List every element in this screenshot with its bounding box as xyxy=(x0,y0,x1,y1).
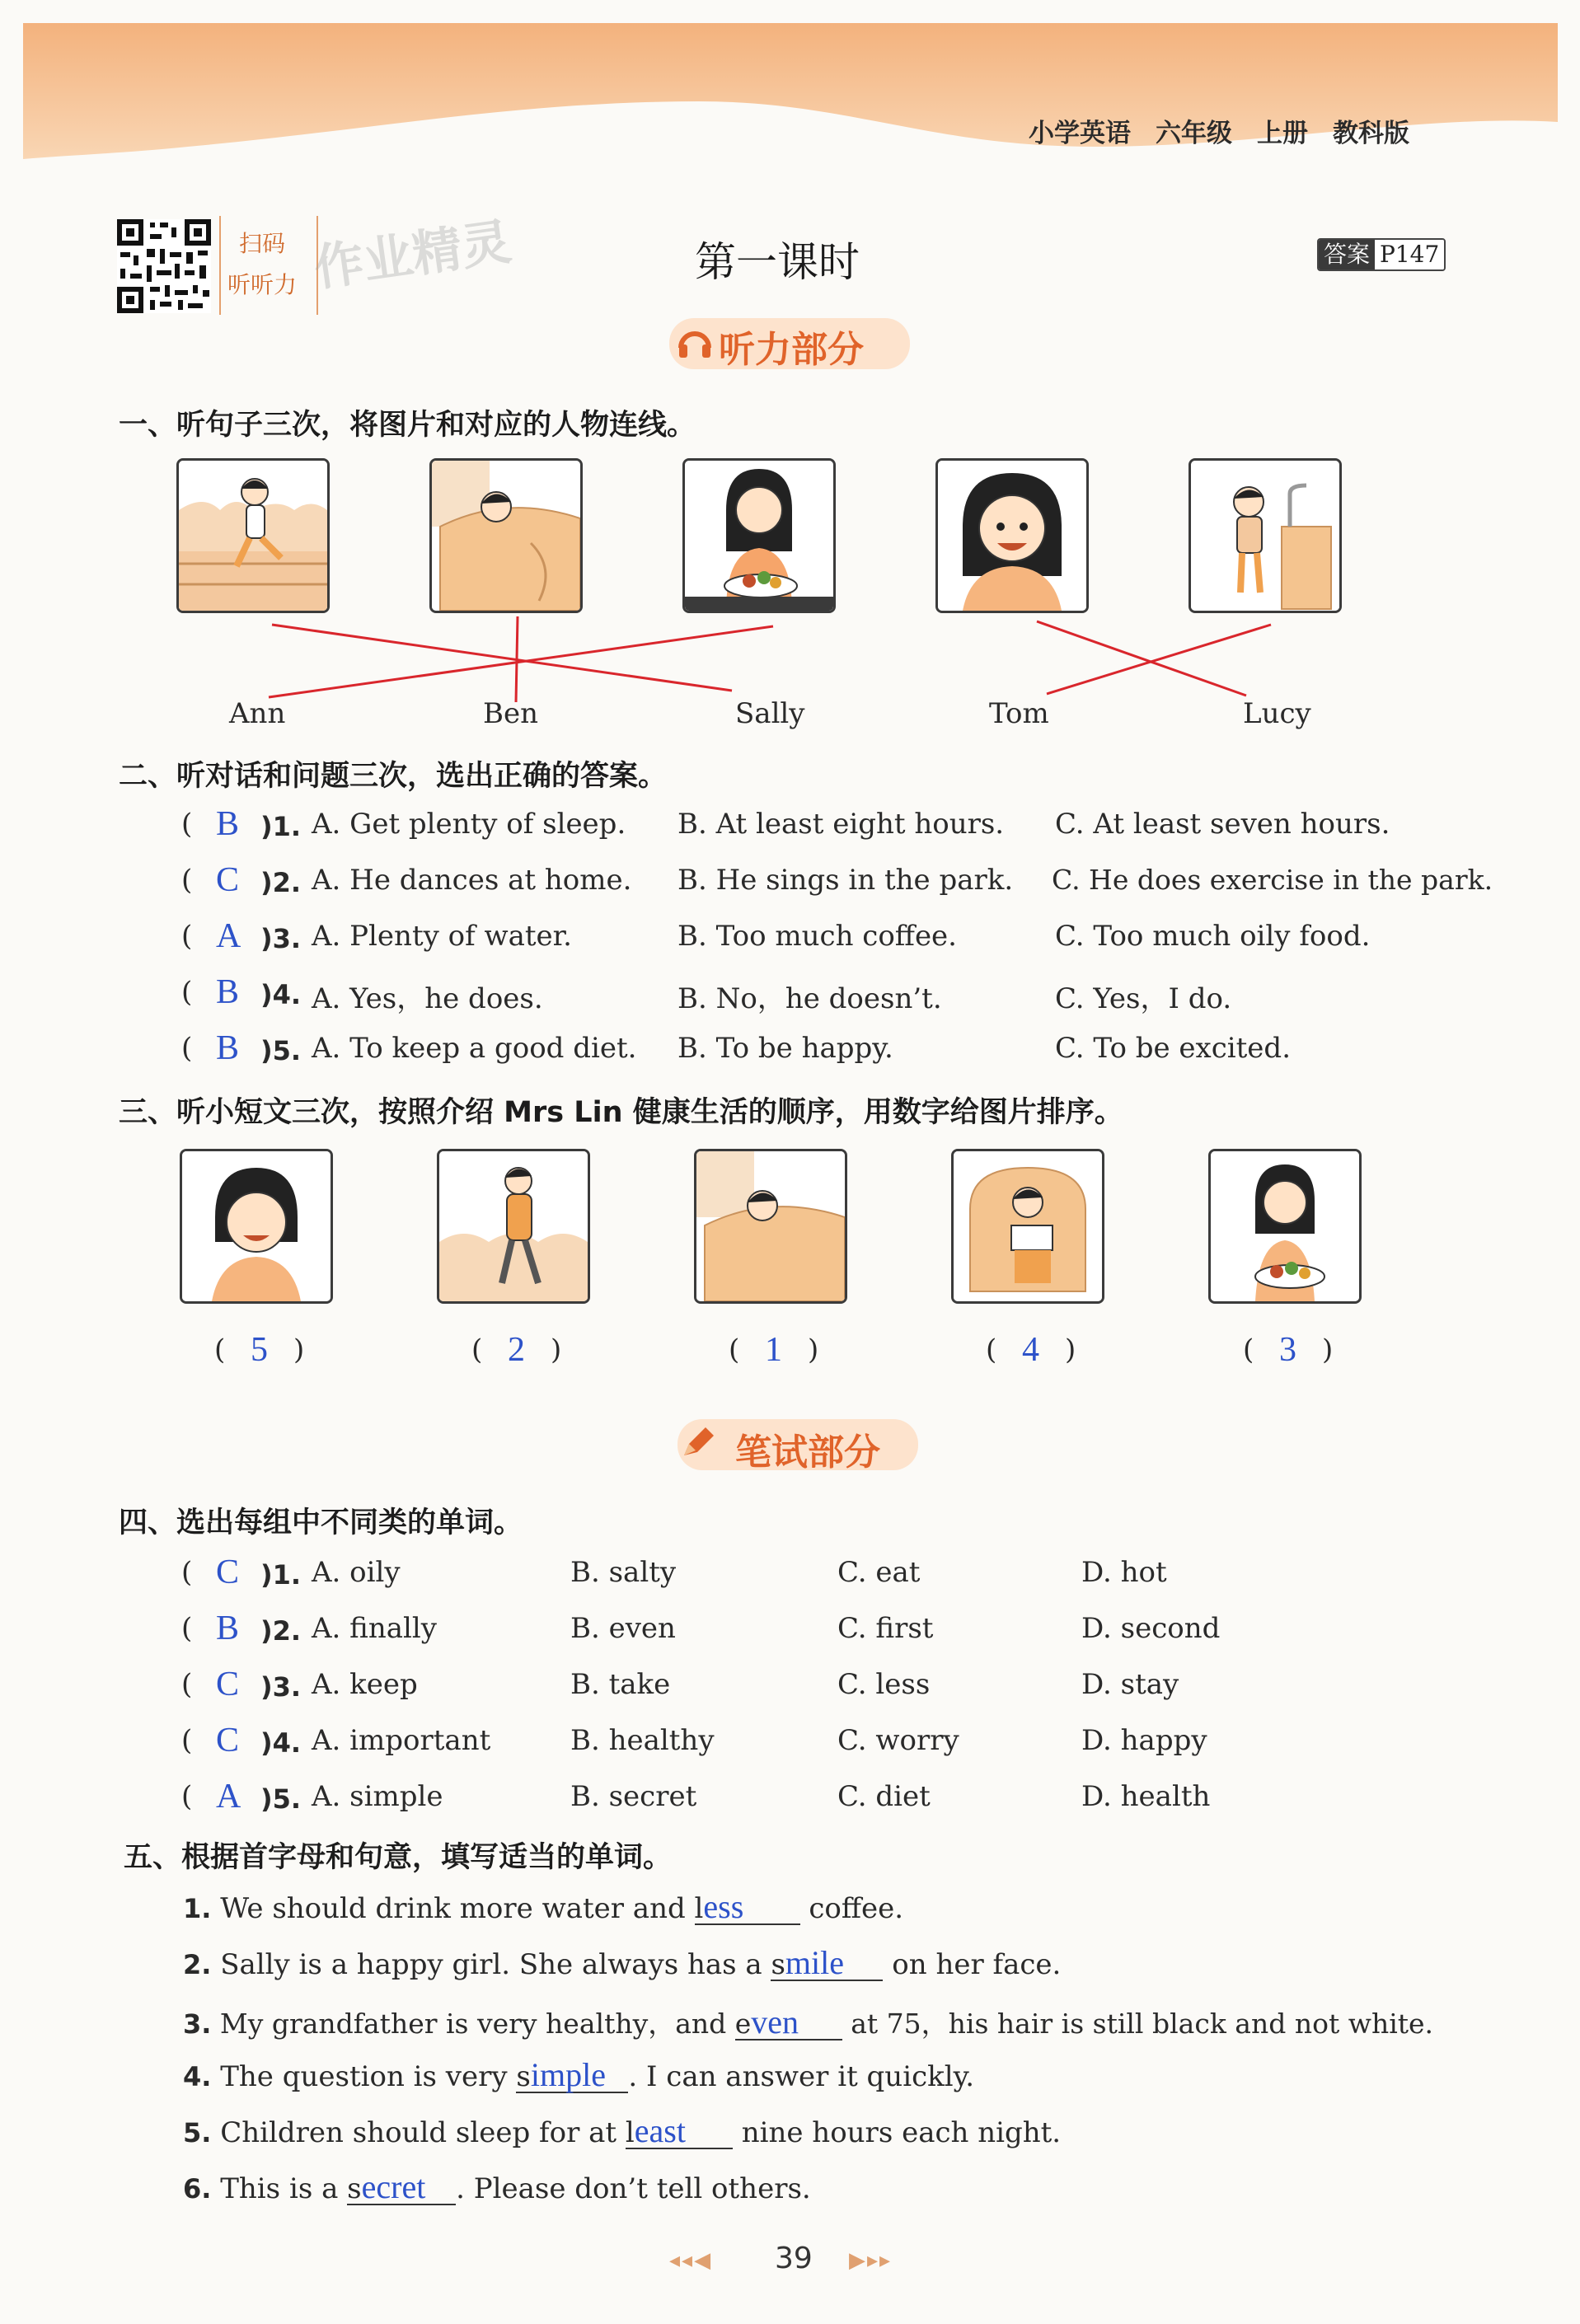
option-a: A. oily xyxy=(312,1556,401,1589)
header-volume: 上册 xyxy=(1257,119,1308,148)
listening-title: 听力部分 xyxy=(719,329,864,371)
option-a: A. Get plenty of sleep. xyxy=(312,808,626,841)
watermark: 作业精灵 xyxy=(310,213,515,298)
option-b: B. To be happy. xyxy=(677,1032,893,1065)
option-b: B. No，he doesn’t. xyxy=(677,982,942,1015)
header-grade: 六年级 xyxy=(1156,119,1232,148)
option-a: A. finally xyxy=(312,1612,437,1645)
fill-blank[interactable]: simple xyxy=(516,2059,628,2093)
option-c: C. He does exercise in the park. xyxy=(1052,864,1493,896)
name-sally: Sally xyxy=(735,697,805,730)
name-ann: Ann xyxy=(229,697,286,730)
lesson-title: 第一课时 xyxy=(695,238,860,286)
section4-heading: 四、选出每组中不同类的单词。 xyxy=(119,1506,523,1539)
prev-arrows-icon: ◂◂◀ xyxy=(669,2248,713,2273)
answer[interactable]: C xyxy=(216,1553,240,1591)
picture-mrs-lin-eating xyxy=(1208,1149,1362,1304)
s5-item-2: 2. Sally is a happy girl. She always has a smile on her face. xyxy=(183,1944,1062,1981)
option-c: C. Too much oily food. xyxy=(1055,920,1371,953)
option-d: D. health xyxy=(1081,1780,1211,1813)
section2-heading: 二、听对话和问题三次，选出正确的答案。 xyxy=(119,760,668,793)
picture-mrs-lin-reading xyxy=(951,1149,1104,1304)
s4-item-3: ( C )3. A. keep B. take C. less D. stay xyxy=(181,1666,1179,1703)
option-c: C. diet xyxy=(837,1780,931,1813)
option-b: B. He sings in the park. xyxy=(677,864,1014,897)
s5-item-5: 5. Children should sleep for at least nine hours each night. xyxy=(183,2112,1062,2149)
s2-item-4: ( B )4. A. Yes，he does. B. No，he doesn’t. C. Yes，I do. xyxy=(181,973,1232,1015)
s4-item-1: ( C )1. A. oily B. salty C. eat D. hot xyxy=(181,1553,1167,1591)
line-smile-lucy xyxy=(1037,621,1246,696)
option-d: D. stay xyxy=(1081,1668,1179,1701)
fill-blank[interactable]: smile xyxy=(771,1947,883,1981)
option-a: A. simple xyxy=(312,1780,443,1813)
writing-title: 笔试部分 xyxy=(735,1431,880,1474)
option-d: D. second xyxy=(1081,1612,1221,1645)
option-d: D. hot xyxy=(1081,1556,1167,1589)
pencil-icon xyxy=(677,1422,719,1467)
line-run-sally xyxy=(272,625,732,691)
option-b: B. salty xyxy=(570,1556,677,1589)
qr-label-line2: 听听力 xyxy=(227,271,298,298)
option-b: B. healthy xyxy=(570,1724,715,1757)
option-c: C. Yes，I do. xyxy=(1055,982,1232,1015)
header-subject: 小学英语 xyxy=(1029,119,1131,148)
option-c: C. To be excited. xyxy=(1055,1032,1291,1065)
option-b: B. secret xyxy=(570,1780,697,1813)
s5-item-6: 6. This is a secret . Please don’t tell others. xyxy=(183,2168,811,2205)
page-number: 39 xyxy=(775,2242,813,2275)
option-b: B. take xyxy=(570,1668,671,1701)
s2-item-3: ( A )3. A. Plenty of water. B. Too much coffee. C. Too much oily food. xyxy=(181,917,1371,955)
option-a: A. He dances at home. xyxy=(312,864,632,897)
option-b: B. At least eight hours. xyxy=(677,808,1005,841)
picture-mrs-lin-smiling xyxy=(180,1149,333,1304)
name-tom: Tom xyxy=(989,697,1049,730)
option-c: C. At least seven hours. xyxy=(1055,808,1390,841)
answer-ref-label: 答案 xyxy=(1319,240,1375,269)
s2-item-1: ( B )1. A. Get plenty of sleep. B. At least eight hours. C. At least seven hours. xyxy=(181,805,1390,843)
option-c: C. first xyxy=(837,1612,934,1645)
option-a: A. Plenty of water. xyxy=(312,920,572,953)
name-lucy: Lucy xyxy=(1243,697,1311,730)
option-a: A. To keep a good diet. xyxy=(312,1032,637,1065)
section5-heading: 五、根据首字母和句意，填写适当的单词。 xyxy=(124,1841,673,1874)
answer[interactable]: A xyxy=(216,1778,241,1816)
option-a: A. Yes，he does. xyxy=(312,982,543,1015)
answer[interactable]: 5 xyxy=(251,1331,268,1369)
answer[interactable]: B xyxy=(216,973,240,1011)
s5-item-4: 4. The question is very simple . I can answer it quickly. xyxy=(183,2056,975,2093)
answer[interactable]: C xyxy=(216,1666,240,1703)
option-a: A. important xyxy=(312,1724,491,1757)
fill-blank[interactable]: less xyxy=(695,1891,800,1925)
option-c: C. worry xyxy=(837,1724,959,1757)
answer[interactable]: C xyxy=(216,861,240,899)
option-a: A. keep xyxy=(312,1668,418,1701)
line-wash-tom xyxy=(1047,625,1271,694)
option-b: B. Too much coffee. xyxy=(677,920,957,953)
fill-blank[interactable]: even xyxy=(735,2006,842,2041)
section1-heading: 一、听句子三次，将图片和对应的人物连线。 xyxy=(119,409,696,442)
answer[interactable]: 2 xyxy=(508,1331,525,1369)
s5-item-3: 3. My grandfather is very healthy，and even at 75，his hair is still black and not white. xyxy=(183,2003,1434,2041)
s4-item-4: ( C )4. A. important B. healthy C. worry D. happy xyxy=(181,1722,1207,1759)
option-b: B. even xyxy=(570,1612,676,1645)
next-arrows-icon: ▶▸▸ xyxy=(849,2248,893,2273)
answer[interactable]: 3 xyxy=(1279,1331,1296,1369)
answer[interactable]: B xyxy=(216,1029,240,1067)
qr-label-line1: 扫码 xyxy=(239,230,286,257)
answer[interactable]: B xyxy=(216,1609,240,1647)
answer[interactable]: 4 xyxy=(1022,1331,1039,1369)
matching-lines xyxy=(0,0,1580,742)
s2-item-5: ( B )5. A. To keep a good diet. B. To be happy. C. To be excited. xyxy=(181,1029,1291,1067)
s4-item-2: ( B )2. A. finally B. even C. first D. second xyxy=(181,1609,1221,1647)
answer-ref-page: P147 xyxy=(1375,240,1444,269)
option-c: C. eat xyxy=(837,1556,921,1589)
fill-blank[interactable]: least xyxy=(626,2115,733,2149)
answer[interactable]: C xyxy=(216,1722,240,1759)
section3-heading: 三、听小短文三次，按照介绍 Mrs Lin 健康生活的顺序，用数字给图片排序。 xyxy=(119,1096,1123,1129)
answer[interactable]: B xyxy=(216,805,240,843)
s2-item-2: ( C )2. A. He dances at home. B. He sings in the park. C. He does exercise in the park. xyxy=(181,861,1493,899)
option-c: C. less xyxy=(837,1668,931,1701)
answer[interactable]: 1 xyxy=(765,1331,782,1369)
s5-item-1: 1. We should drink more water and less coffee. xyxy=(183,1888,904,1925)
line-sleep-ben xyxy=(516,616,518,702)
s4-item-5: ( A )5. A. simple B. secret C. diet D. health xyxy=(181,1778,1211,1816)
header-edition: 教科版 xyxy=(1333,119,1409,148)
answer[interactable]: A xyxy=(216,917,241,955)
picture-mrs-lin-walking xyxy=(437,1149,590,1304)
option-d: D. happy xyxy=(1081,1724,1207,1757)
fill-blank[interactable]: secret xyxy=(347,2171,456,2205)
name-ben: Ben xyxy=(483,697,539,730)
picture-mrs-lin-sleeping xyxy=(694,1149,847,1304)
